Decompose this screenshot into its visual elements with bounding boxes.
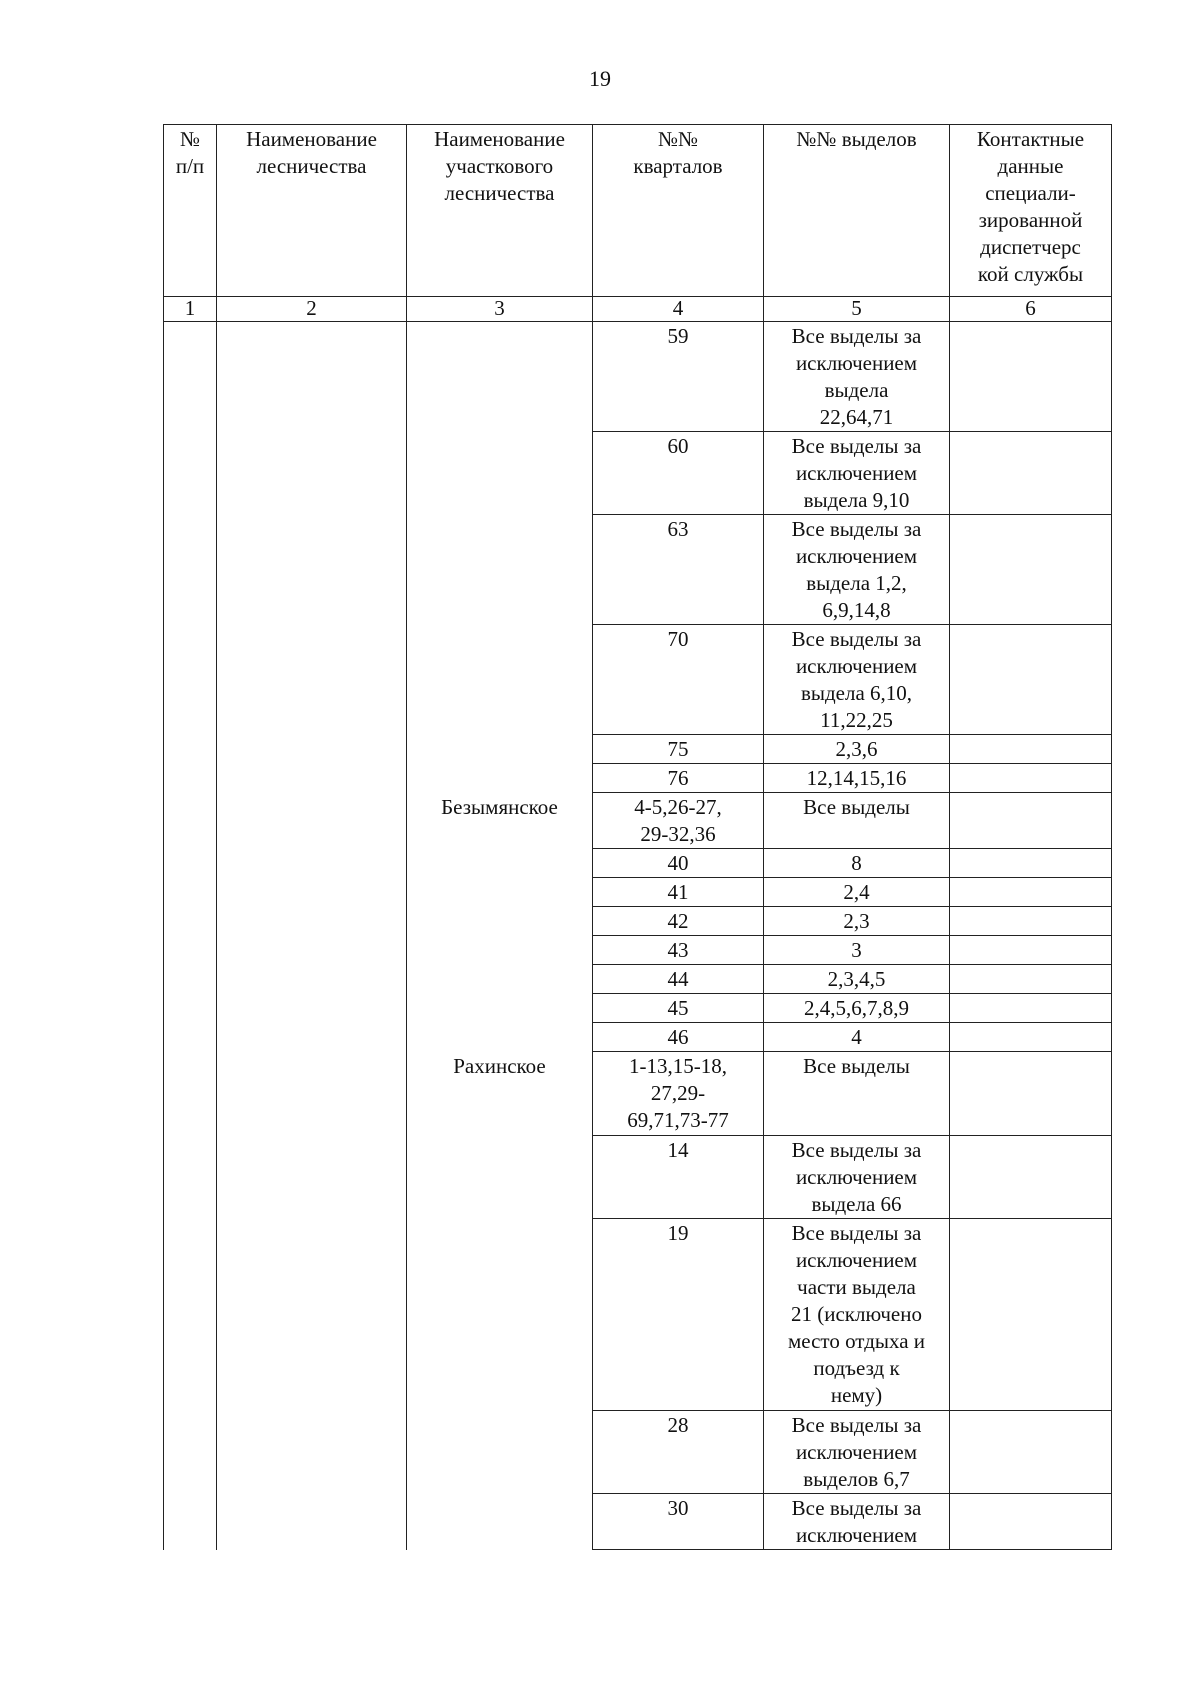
district-cell (407, 849, 593, 878)
forestry-cell (217, 1136, 407, 1219)
sections-cell: 2,3,6 (764, 735, 950, 764)
forestry-cell (217, 936, 407, 965)
row-number-cell (164, 1023, 217, 1052)
table-row (164, 793, 1112, 849)
sections-cell: Все выделы за исключением выдела 9,10 (764, 432, 950, 515)
contact-cell (950, 432, 1112, 515)
sections-cell: 8 (764, 849, 950, 878)
district-cell (407, 1219, 593, 1411)
column-number-cell: 2 (217, 297, 407, 322)
district-cell (407, 625, 593, 735)
district-cell (407, 1136, 593, 1219)
district-cell (407, 764, 593, 793)
forestry-cell (217, 735, 407, 764)
column-number-row (164, 297, 1112, 322)
quarters-cell: 1-13,15-18, 27,29- 69,71,73-77 (593, 1052, 764, 1136)
quarters-cell: 42 (593, 907, 764, 936)
forestry-table (163, 124, 1112, 1550)
sections-cell: Все выделы за исключением выдела 1,2, 6,9,14,8 (764, 515, 950, 625)
quarters-cell: 44 (593, 965, 764, 994)
row-number-cell (164, 936, 217, 965)
district-cell (407, 515, 593, 625)
quarters-cell: 19 (593, 1219, 764, 1411)
contact-cell (950, 793, 1112, 849)
contact-cell (950, 1136, 1112, 1219)
sections-cell: 2,3,4,5 (764, 965, 950, 994)
header-cell: Наименование участкового лесничества (407, 125, 593, 297)
table-row (164, 1023, 1112, 1052)
quarters-cell: 60 (593, 432, 764, 515)
table-row (164, 432, 1112, 515)
district-cell (407, 878, 593, 907)
header-cell: №№ кварталов (593, 125, 764, 297)
column-number-cell: 6 (950, 297, 1112, 322)
district-cell (407, 994, 593, 1023)
sections-cell: Все выделы (764, 1052, 950, 1136)
quarters-cell: 59 (593, 322, 764, 432)
table-row (164, 878, 1112, 907)
contact-cell (950, 1052, 1112, 1136)
table-row (164, 849, 1112, 878)
forestry-cell (217, 793, 407, 849)
contact-cell (950, 735, 1112, 764)
district-cell (407, 432, 593, 515)
column-number-cell: 4 (593, 297, 764, 322)
sections-cell: Все выделы за исключением выдела 66 (764, 1136, 950, 1219)
table-row (164, 1052, 1112, 1136)
row-number-cell (164, 515, 217, 625)
sections-cell: 2,3 (764, 907, 950, 936)
district-cell (407, 1494, 593, 1550)
header-cell: Контактные данные специали- зированной диспетчерс кой службы (950, 125, 1112, 297)
row-number-cell (164, 994, 217, 1023)
sections-cell: 12,14,15,16 (764, 764, 950, 793)
forestry-cell (217, 1494, 407, 1550)
sections-cell: Все выделы за исключением выдела 6,10, 11,22,25 (764, 625, 950, 735)
header-row (164, 125, 1112, 297)
quarters-cell: 46 (593, 1023, 764, 1052)
table-row (164, 625, 1112, 735)
forestry-cell (217, 878, 407, 907)
quarters-cell: 28 (593, 1411, 764, 1494)
column-number-cell: 3 (407, 297, 593, 322)
header-cell: № п/п (164, 125, 217, 297)
contact-cell (950, 625, 1112, 735)
table-row (164, 735, 1112, 764)
row-number-cell (164, 735, 217, 764)
row-number-cell (164, 625, 217, 735)
table-row (164, 965, 1112, 994)
row-number-cell (164, 1494, 217, 1550)
row-number-cell (164, 849, 217, 878)
district-cell: Рахинское (407, 1052, 593, 1136)
header-cell: Наименование лесничества (217, 125, 407, 297)
sections-cell: 3 (764, 936, 950, 965)
forestry-cell (217, 965, 407, 994)
quarters-cell: 40 (593, 849, 764, 878)
quarters-cell: 14 (593, 1136, 764, 1219)
column-number-cell: 5 (764, 297, 950, 322)
district-cell (407, 936, 593, 965)
table-row (164, 515, 1112, 625)
district-cell (407, 965, 593, 994)
forestry-cell (217, 994, 407, 1023)
row-number-cell (164, 1219, 217, 1411)
sections-cell: Все выделы (764, 793, 950, 849)
forestry-cell (217, 1411, 407, 1494)
contact-cell (950, 965, 1112, 994)
contact-cell (950, 994, 1112, 1023)
row-number-cell (164, 432, 217, 515)
row-number-cell (164, 965, 217, 994)
contact-cell (950, 322, 1112, 432)
quarters-cell: 43 (593, 936, 764, 965)
sections-cell: Все выделы за исключением выделов 6,7 (764, 1411, 950, 1494)
row-number-cell (164, 1052, 217, 1136)
row-number-cell (164, 322, 217, 432)
row-number-cell (164, 1136, 217, 1219)
forestry-cell (217, 432, 407, 515)
row-number-cell (164, 764, 217, 793)
forestry-cell (217, 322, 407, 432)
quarters-cell: 41 (593, 878, 764, 907)
quarters-cell: 63 (593, 515, 764, 625)
row-number-cell (164, 793, 217, 849)
sections-cell: 4 (764, 1023, 950, 1052)
contact-cell (950, 1023, 1112, 1052)
contact-cell (950, 515, 1112, 625)
contact-cell (950, 1411, 1112, 1494)
row-number-cell (164, 878, 217, 907)
contact-cell (950, 764, 1112, 793)
page-number: 19 (589, 66, 611, 91)
table-row (164, 1136, 1112, 1219)
table-row (164, 994, 1112, 1023)
table-row (164, 322, 1112, 432)
district-cell (407, 907, 593, 936)
row-number-cell (164, 907, 217, 936)
row-number-cell (164, 1411, 217, 1494)
table-row (164, 907, 1112, 936)
sections-cell: Все выделы за исключением части выдела 21 (исключено место отдыха и подъезд к нему) (764, 1219, 950, 1411)
sections-cell: 2,4,5,6,7,8,9 (764, 994, 950, 1023)
contact-cell (950, 878, 1112, 907)
column-number-cell: 1 (164, 297, 217, 322)
forestry-cell (217, 849, 407, 878)
contact-cell (950, 907, 1112, 936)
quarters-cell: 30 (593, 1494, 764, 1550)
forestry-cell (217, 907, 407, 936)
district-cell (407, 322, 593, 432)
district-cell (407, 735, 593, 764)
contact-cell (950, 1494, 1112, 1550)
district-cell (407, 1411, 593, 1494)
forestry-cell (217, 1219, 407, 1411)
contact-cell (950, 936, 1112, 965)
quarters-cell: 45 (593, 994, 764, 1023)
contact-cell (950, 1219, 1112, 1411)
district-cell: Безымянское (407, 793, 593, 849)
sections-cell: 2,4 (764, 878, 950, 907)
table-row (164, 1219, 1112, 1411)
sections-cell: Все выделы за исключением (764, 1494, 950, 1550)
district-cell (407, 1023, 593, 1052)
header-cell: №№ выделов (764, 125, 950, 297)
quarters-cell: 4-5,26-27, 29-32,36 (593, 793, 764, 849)
sections-cell: Все выделы за исключением выдела 22,64,71 (764, 322, 950, 432)
quarters-cell: 70 (593, 625, 764, 735)
forestry-cell (217, 625, 407, 735)
forestry-cell (217, 1052, 407, 1136)
quarters-cell: 75 (593, 735, 764, 764)
quarters-cell: 76 (593, 764, 764, 793)
forestry-cell (217, 764, 407, 793)
table-row (164, 764, 1112, 793)
forestry-cell (217, 1023, 407, 1052)
contact-cell (950, 849, 1112, 878)
table-row (164, 936, 1112, 965)
forestry-cell (217, 515, 407, 625)
table-row (164, 1494, 1112, 1550)
table-row (164, 1411, 1112, 1494)
